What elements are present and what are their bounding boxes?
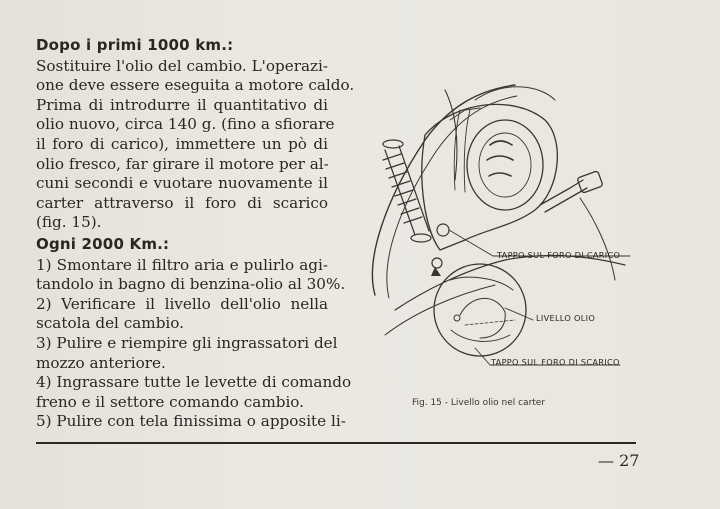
section1-body [36, 56, 355, 233]
section2-heading: Ogni 2000 Km.: [36, 234, 170, 253]
drain-plug [432, 258, 442, 268]
section2-line: scatola del cambio. [36, 314, 184, 333]
section1-line: one deve essere eseguita a motore caldo. [36, 76, 355, 95]
section1-line: carter attraverso il foro di scarico [36, 193, 328, 212]
section2-line: 3) Pulire e riempire gli ingrassatori del [36, 333, 338, 352]
section1-line: Sostituire l'olio del cambio. L'operazi- [36, 56, 328, 75]
page-number: — 27 [598, 451, 640, 470]
section2-body [36, 255, 352, 432]
section2-line: freno e il settore comando cambio. [36, 392, 305, 411]
callout-tappo-carico: TAPPO SUL FORO DI CARICO [497, 250, 621, 260]
fill-plug [437, 224, 449, 236]
text-column [36, 36, 355, 432]
section1-line: cuni secondi e vuotare nuovamente il [36, 174, 328, 193]
section1-line: (fig. 15). [36, 213, 102, 232]
section2-line: mozzo anteriore. [36, 353, 166, 372]
section1-line: Prima di introdurre il quantitativo di [36, 95, 328, 114]
callout-tappo-scarico: TAPPO SUL FORO DI SCARICO [491, 357, 620, 367]
engine-illustration [355, 80, 645, 390]
section2-line: 4) Ingrassare tutte le levette di comando [36, 373, 352, 392]
section1-line: il foro di carico), immettere un pò di [36, 134, 328, 153]
section2-line: tandolo in bagno di benzina-olio al 30%. [36, 275, 346, 294]
oil-level-inset [434, 264, 526, 356]
footer-rule [36, 442, 636, 444]
engine-case [422, 104, 557, 250]
leader-livello [505, 308, 533, 320]
section1-line: olio nuovo, circa 140 g. (fino a sfiorare [36, 115, 335, 134]
section2-line: 1) Smontare il filtro aria e pulirlo agi- [36, 255, 328, 274]
shock-absorber [383, 140, 431, 242]
section1-line: olio fresco, far girare il motore per al- [36, 154, 329, 173]
callout-livello-olio: LIVELLO OLIO [536, 313, 596, 323]
section2-line: 2) Verificare il livello dell'olio nella [36, 294, 328, 313]
section2-line: 5) Pulire con tela finissima o apposite li- [36, 412, 346, 431]
figure-caption: Fig. 15 - Livello olio nel carter [412, 398, 546, 408]
section1-heading: Dopo i primi 1000 km.: [36, 36, 234, 54]
